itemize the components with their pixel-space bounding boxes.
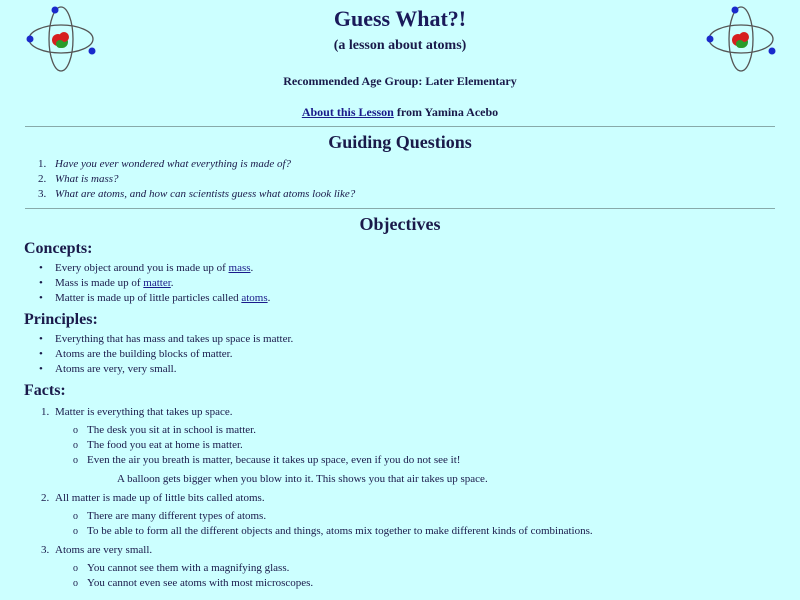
list-item: o Even the air you breath is matter, because it takes up space, even if you do not see it! <box>87 453 800 468</box>
fact-sublist <box>55 509 800 539</box>
facts-heading: Facts: <box>24 382 66 399</box>
punctuation: . <box>170 277 174 289</box>
list-item <box>38 172 800 187</box>
list-item <box>38 157 800 172</box>
facts-list <box>0 405 800 591</box>
fact-sublist <box>55 561 800 591</box>
list-item <box>55 291 800 306</box>
list-item: o You cannot see them with a magnifying glass. <box>87 561 800 576</box>
question-text: What are atoms, and how can scientists guess what atoms look like? <box>55 188 356 200</box>
concept-text: Mass is made up of <box>55 277 144 289</box>
item-number: 3. <box>41 544 50 556</box>
list-item: o The desk you sit at in school is matter. <box>87 423 800 438</box>
list-item: • Everything that has mass and takes up space is matter. <box>55 332 800 347</box>
guiding-questions-heading: Guiding Questions <box>328 132 472 152</box>
list-item: o There are many different types of atoms. <box>87 509 800 524</box>
item-number: 2. <box>38 173 47 185</box>
divider <box>25 208 775 209</box>
fact-item <box>41 405 800 487</box>
item-number: 1. <box>38 158 47 170</box>
page-title: Guess What?! <box>333 6 467 31</box>
matter-link[interactable]: matter <box>143 277 171 289</box>
list-item: o You cannot even see atoms with most microscopes. <box>87 576 800 591</box>
divider <box>25 126 775 127</box>
concept-text: Every object around you is made up of <box>55 262 229 274</box>
guiding-questions-list <box>0 157 800 202</box>
page-subtitle: (a lesson about atoms) <box>333 38 467 53</box>
fact-text: Atoms are very small. <box>55 544 153 556</box>
list-item <box>55 261 800 276</box>
author-text: from Yamina Acebo <box>393 105 499 119</box>
item-number: 3. <box>38 188 47 200</box>
fact-text: All matter is made up of little bits called atoms. <box>55 492 265 504</box>
fact-sublist <box>55 423 800 468</box>
mass-link[interactable]: mass <box>228 262 251 274</box>
item-number: 2. <box>41 492 50 504</box>
about-line <box>0 105 800 120</box>
punctuation: . <box>250 262 254 274</box>
objectives-heading: Objectives <box>359 214 441 234</box>
list-item <box>55 276 800 291</box>
item-number: 1. <box>41 406 50 418</box>
atom-icon <box>702 2 780 72</box>
fact-item <box>41 491 800 539</box>
concept-text: Matter is made up of little particles called <box>55 292 242 304</box>
question-text: What is mass? <box>55 173 119 185</box>
list-item: o The food you eat at home is matter. <box>87 438 800 453</box>
question-text: Have you ever wondered what everything is made of? <box>55 158 292 170</box>
concepts-heading: Concepts: <box>24 240 93 257</box>
list-item: o To be able to form all the different objects and things, atoms mix together to make different kinds of combinations. <box>87 524 800 539</box>
about-lesson-link[interactable]: About this Lesson <box>301 105 394 119</box>
list-item: • Atoms are the building blocks of matter. <box>55 347 800 362</box>
list-item: • Atoms are very, very small. <box>55 362 800 377</box>
age-group: Recommended Age Group: Later Elementary <box>283 74 517 88</box>
fact-text: Matter is everything that takes up space. <box>55 406 233 418</box>
page-header <box>0 0 800 120</box>
punctuation: . <box>267 292 271 304</box>
principles-heading: Principles: <box>24 311 98 328</box>
atoms-link[interactable]: atoms <box>241 292 268 304</box>
principles-list <box>0 332 800 377</box>
fact-item <box>41 543 800 591</box>
list-item <box>38 187 800 202</box>
atom-icon <box>22 2 100 72</box>
concepts-list <box>0 261 800 306</box>
fact-note: A balloon gets bigger when you blow into it. This shows you that air takes up space. <box>117 473 488 485</box>
